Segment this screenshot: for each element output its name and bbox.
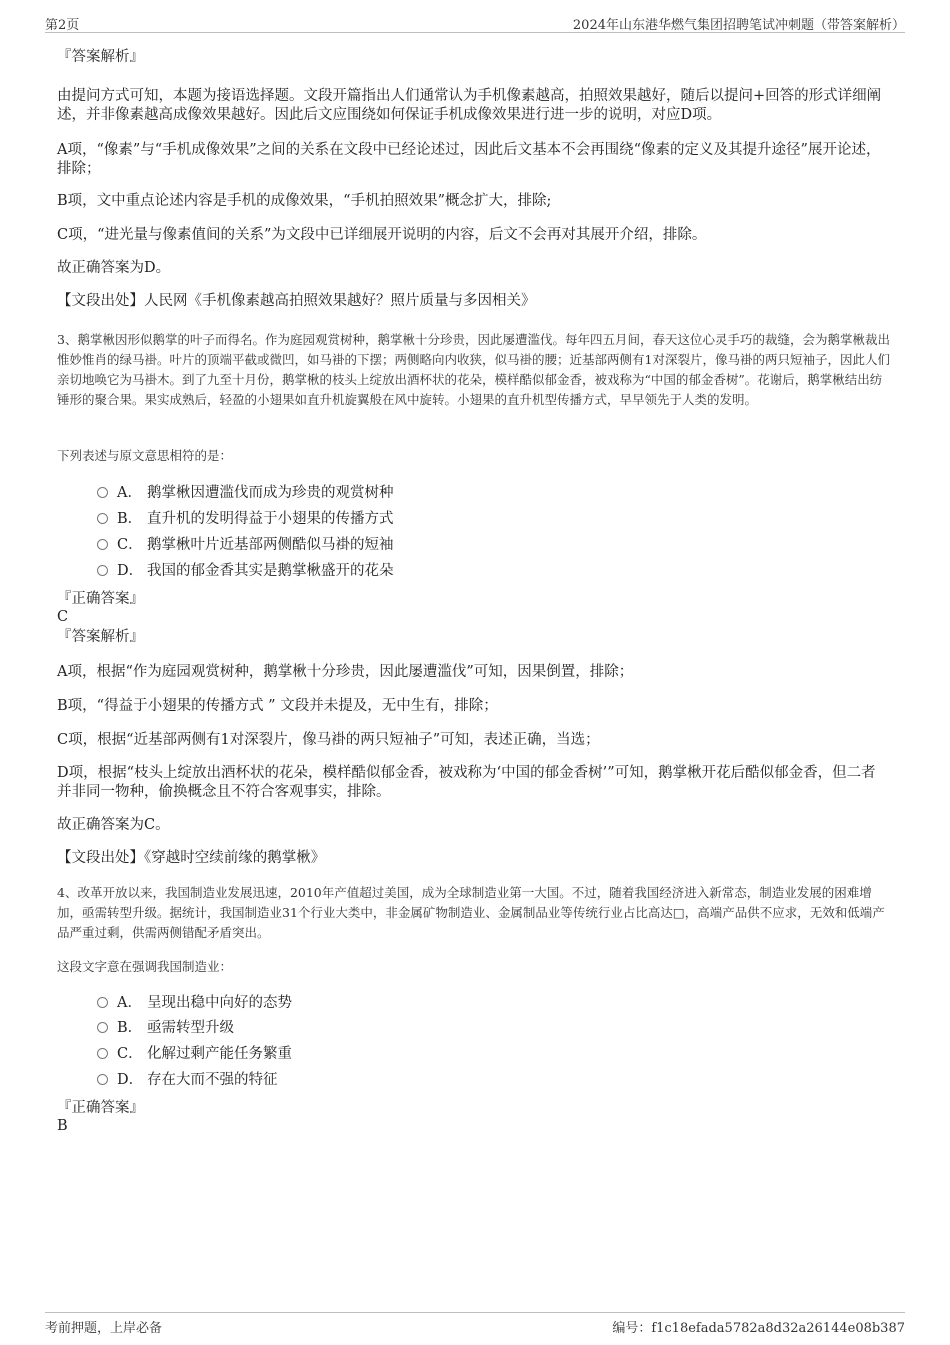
document-id: 编号：f1c18efada5782a8d32a26144e08b387 [612, 1321, 905, 1336]
question-4-prompt: 这段文字意在强调我国制造业： [57, 959, 233, 974]
analysis-conclusion: 故正确答案为D。 [57, 260, 171, 276]
analysis-paragraph: 由提问方式可知，本题为接语选择题。文段开篇指出人们通常认为手机像素越高，拍照效果越好，随后以提问+回答的形式详细阐述，并非像素越高成像效果越好。因此后文应围绕如何保证手机成像效果进行进一步的说明，对应D项。 [57, 88, 882, 123]
q3-option-b[interactable]: B． 直升机的发明得益于小翅果的传播方式 [97, 510, 394, 529]
radio-icon[interactable] [97, 513, 108, 524]
radio-icon[interactable] [97, 487, 108, 498]
footer-slogan: 考前押题，上岸必备 [45, 1321, 163, 1336]
analysis-option-d: D项，根据“枝头上绽放出酒杯状的花朵，模样酷似郁金香，被戏称为‘中国的郁金香树’”可知，鹅掌楸开花后酷似郁金香，但二者并非同一物种，偷换概念且不符合客观事实，排除。 [57, 765, 876, 800]
radio-icon[interactable] [97, 565, 108, 576]
analysis-option-c: C项，“进光量与像素值间的关系”为文段中已详细展开说明的内容，后文不会再对其展开介绍，排除。 [57, 227, 707, 243]
radio-icon[interactable] [97, 1048, 108, 1059]
analysis-option-a: A项，“像素”与“手机成像效果”之间的关系在文段中已经论述过，因此后文基本不会再围绕“像素的定义及其提升途径”展开论述，排除； [57, 142, 881, 177]
radio-icon[interactable] [97, 539, 108, 550]
q4-option-c[interactable]: C． 化解过剩产能任务繁重 [97, 1045, 292, 1064]
q4-option-d[interactable]: D． 存在大而不强的特征 [97, 1071, 278, 1090]
analysis-conclusion: 故正确答案为C。 [57, 817, 170, 833]
correct-answer: C [57, 609, 69, 625]
radio-icon[interactable] [97, 997, 108, 1008]
question-3-prompt: 下列表述与原文意思相符的是： [57, 448, 233, 463]
analysis-heading: 『答案解析』 [57, 49, 144, 65]
q3-option-d[interactable]: D． 我国的郁金香其实是鹅掌楸盛开的花朵 [97, 562, 394, 581]
radio-icon[interactable] [97, 1074, 108, 1085]
question-4-passage: 4、改革开放以来，我国制造业发展迅速，2010年产值超过美国，成为全球制造业第一大国。不过，随着我国经济进入新常态，制造业发展的困难增加，亟需转型升级。据统计，我国制造业31个行业大类中，非金属矿物制造业、金属制品业等传统行业占比高达□，高端产品供不应求，无效和低端产品严重过剩，供需两侧错配矛盾突出。 [57, 885, 885, 940]
analysis-heading: 『答案解析』 [57, 629, 144, 645]
page-header [45, 12, 905, 33]
passage-source: 【文段出处】《穿越时空续前缘的鹅掌楸》 [57, 850, 326, 866]
q4-option-b[interactable]: B． 亟需转型升级 [97, 1019, 234, 1038]
correct-answer: B [57, 1118, 68, 1134]
analysis-option-b: B项，文中重点论述内容是手机的成像效果，“手机拍照效果”概念扩大，排除; [57, 193, 552, 209]
passage-source: 【文段出处】人民网《手机像素越高拍照效果越好？照片质量与多因相关》 [57, 293, 536, 309]
correct-answer-heading: 『正确答案』 [57, 1100, 144, 1116]
document-title: 2024年山东港华燃气集团招聘笔试冲刺题（带答案解析） [572, 18, 905, 33]
analysis-option-c: C项，根据“近基部两侧有1对深裂片，像马褂的两只短袖子”可知，表述正确，当选； [57, 732, 600, 748]
q4-option-a[interactable]: A． 呈现出稳中向好的态势 [97, 994, 292, 1013]
correct-answer-heading: 『正确答案』 [57, 591, 144, 607]
analysis-option-a: A项，根据“作为庭园观赏树种，鹅掌楸十分珍贵，因此屡遭滥伐”可知，因果倒置，排除； [57, 664, 634, 680]
radio-icon[interactable] [97, 1022, 108, 1033]
question-3-passage: 3、鹅掌楸因形似鹅掌的叶子而得名。作为庭园观赏树种，鹅掌楸十分珍贵，因此屡遭滥伐。每年四五月间，春天这位心灵手巧的裁缝，会为鹅掌楸裁出惟妙惟肖的绿马褂。叶片的顶端平截或微凹，如马褂的下摆；两侧略向内收狭，似马褂的腰；近基部两侧有1对深裂片，像马褂的两只短袖子，因此人们亲切地唤它为马褂木。到了九至十月份，鹅掌楸的枝头上绽放出酒杯状的花朵，模样酷似郁金香，被戏称为“中国的郁金香树”。花谢后，鹅掌楸结出纺锤形的聚合果。果实成熟后，轻盈的小翅果如直升机旋翼般在风中旋转。小翅果的直升机型传播方式，早早领先于人类的发明。 [57, 332, 890, 407]
q3-option-c[interactable]: C． 鹅掌楸叶片近基部两侧酷似马褂的短袖 [97, 536, 394, 555]
q3-option-a[interactable]: A． 鹅掌楸因遭滥伐而成为珍贵的观赏树种 [97, 484, 394, 503]
page-footer [45, 1312, 905, 1335]
analysis-option-b: B项，“得益于小翅果的传播方式 ” 文段并未提及，无中生有，排除； [57, 698, 498, 714]
page-number: 第2页 [45, 18, 80, 33]
